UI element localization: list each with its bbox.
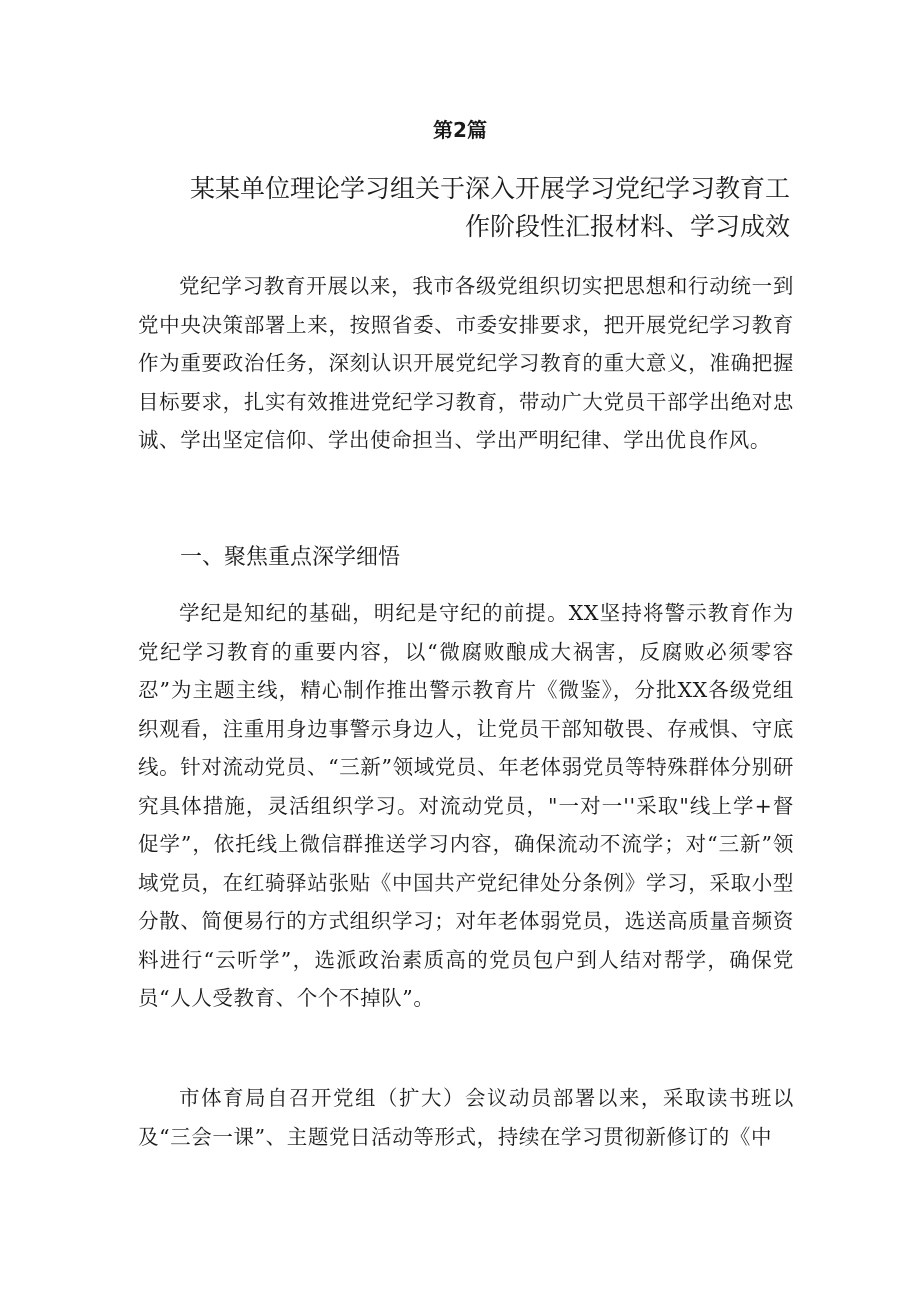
title-line-1: 某某单位理论学习组关于深入开展学习党纪学习教育工 (189, 174, 790, 203)
section-heading: 一、聚焦重点深学细悟 (180, 545, 401, 570)
document-title (100, 170, 790, 246)
title-line-2: 作阶段性汇报材料、学习成效 (464, 212, 790, 241)
paragraph-sports-bureau: 市体育局自召开党组（扩大）会议动员部署以来，采取读书班以及“三会一课”、主题党日活动等形式，持续在学习贯彻新修订的《中 (138, 1086, 794, 1149)
chapter-label: 第2篇 (433, 118, 487, 142)
paragraph-intro: 党纪学习教育开展以来，我市各级党组织切实把思想和行动统一到党中央决策部署上来，按照省委、市委安排要求，把开展党纪学习教育作为重要政治任务，深刻认识开展党纪学习教育的重大意义，准确把握目标要求，扎实有效推进党纪学习教育，带动广大党员干部学出绝对忠诚、学出坚定信仰、学出使命担当、学出严明纪律、学出优良作风。 (138, 274, 794, 452)
paragraph-section-body: 学纪是知纪的基础，明纪是守纪的前提。XX坚持将警示教育作为党纪学习教育的重要内容，以“微腐败酿成大祸害，反腐败必须零容忍”为主题主线，精心制作推出警示教育片《微鉴》，分批XX各级党组织观看，注重用身边事警示身边人，让党员干部知敬畏、存戒惧、守底线。针对流动党员、“三新”领域党员、年老体弱党员等特殊群体分别研究具体措施，灵活组织学习。对流动党员，"一对一''采取"线上学+督促学”，依托线上微信群推送学习内容，确保流动不流学；对“三新”领域党员，在红骑驿站张贴《中国共产党纪律处分条例》学习，采取小型分散、简便易行的方式组织学习；对年老体弱党员，选送高质量音频资料进行“云听学”，选派政治素质高的党员包户到人结对帮学，确保党员“人人受教育、个个不掉队”。 (138, 601, 794, 1010)
